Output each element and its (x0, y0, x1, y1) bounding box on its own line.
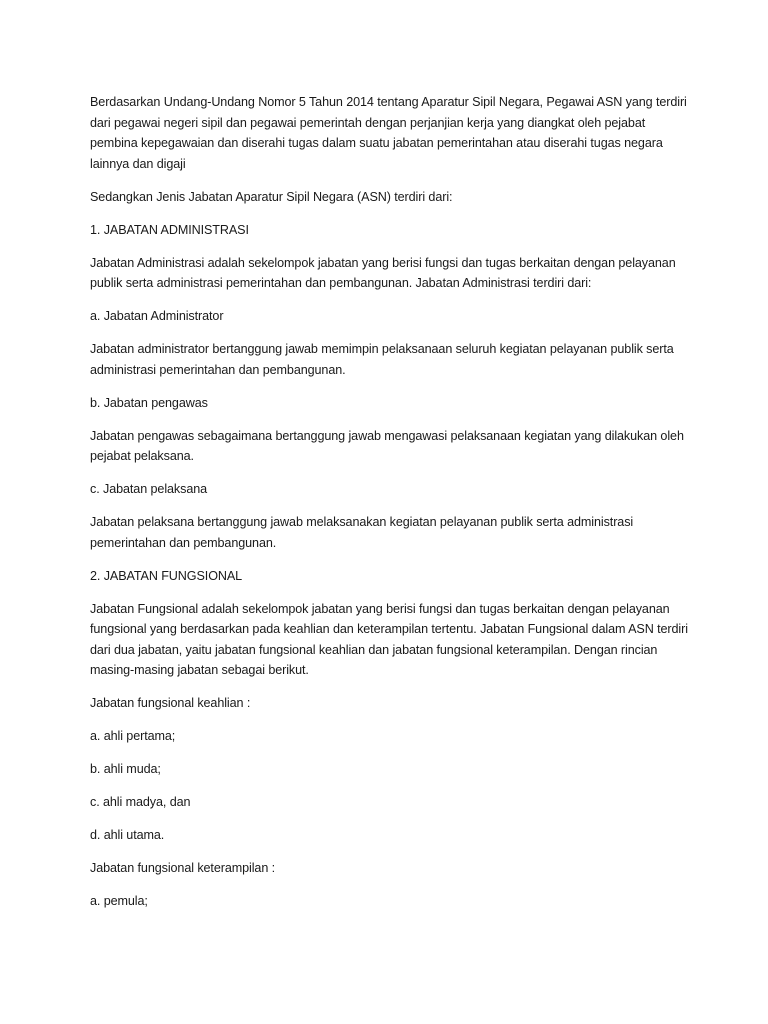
pengawas-description: Jabatan pengawas sebagaimana bertanggung jawab mengawasi pelaksanaan kegiatan yang dilakukan oleh pejabat pelaksana. (90, 428, 684, 463)
keahlian-list-heading: Jabatan fungsional keahlian : (90, 696, 251, 710)
keterampilan-list-heading: Jabatan fungsional keterampilan : (90, 861, 276, 875)
asn-types-intro: Sedangkan Jenis Jabatan Aparatur Sipil Negara (ASN) terdiri dari: (90, 189, 453, 204)
list-item: a. pemula; (90, 894, 148, 908)
fungsional-definition: Jabatan Fungsional adalah sekelompok jabatan yang berisi fungsi dan tugas berkaitan dengan pelayanan fungsional yang berdasarkan pada keahlian dan keterampilan tertentu. Jabatan Fungsional dalam ASN terdiri dari dua jabatan, yaitu jabatan fungsional keahlian dan jabatan fungsional keterampilan. Dengan rincian masing-masing jabatan sebagai berikut. (90, 601, 688, 677)
document-body (90, 92, 690, 924)
list-item: a. ahli pertama; (90, 729, 176, 743)
intro-paragraph: Berdasarkan Undang-Undang Nomor 5 Tahun 2014 tentang Aparatur Sipil Negara, Pegawai ASN yang terdiri dari pegawai negeri sipil dan pegawai pemerintah dengan perjanjian kerja yang diangkat oleh pejabat pembina kepegawaian dan diserahi tugas dalam suatu jabatan pemerintahan atau diserahi tugas negara lainnya dan digaji (90, 95, 687, 171)
administrasi-definition: Jabatan Administrasi adalah sekelompok jabatan yang berisi fungsi dan tugas berkaitan dengan pelayanan publik serta administrasi pemerintahan dan pembangunan. Jabatan Administrasi terdiri dari: (90, 255, 676, 290)
list-item: c. ahli madya, dan (90, 795, 191, 809)
subheading-pengawas: b. Jabatan pengawas (90, 395, 208, 410)
section-heading-administrasi: 1. JABATAN ADMINISTRASI (90, 222, 249, 237)
pelaksana-description: Jabatan pelaksana bertanggung jawab melaksanakan kegiatan pelayanan publik serta administrasi pemerintahan dan pembangunan. (90, 515, 634, 550)
list-item: d. ahli utama. (90, 828, 165, 842)
administrator-description: Jabatan administrator bertanggung jawab memimpin pelaksanaan seluruh kegiatan pelayanan publik serta administrasi pemerintahan dan pembangunan. (90, 342, 674, 377)
list-item: b. ahli muda; (90, 762, 161, 776)
section-heading-fungsional: 2. JABATAN FUNGSIONAL (90, 568, 243, 583)
subheading-administrator: a. Jabatan Administrator (90, 309, 224, 323)
subheading-pelaksana: c. Jabatan pelaksana (90, 482, 208, 496)
